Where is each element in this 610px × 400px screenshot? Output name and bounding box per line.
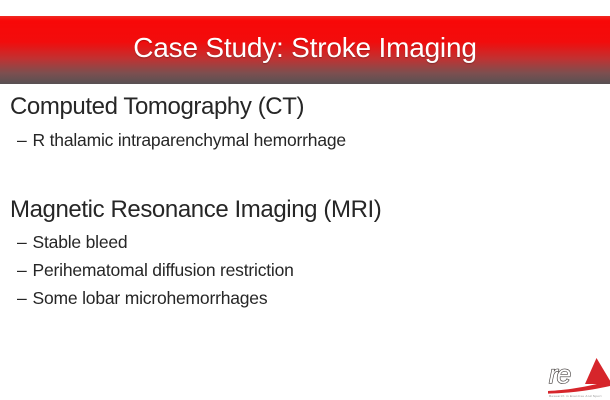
bullet-dash: – bbox=[17, 130, 27, 150]
logo-graphic bbox=[548, 355, 610, 399]
bullet-item bbox=[17, 128, 346, 152]
section-heading-mri: Magnetic Resonance Imaging (MRI) bbox=[10, 196, 382, 223]
bullet-item bbox=[17, 284, 294, 312]
section-heading-ct: Computed Tomography (CT) bbox=[10, 93, 305, 120]
bullet-text: Perihematomal diffusion restriction bbox=[32, 260, 294, 280]
bullet-dash: – bbox=[17, 232, 27, 252]
bullet-dash: – bbox=[17, 288, 27, 308]
logo-tagline: Research in Exercise And Sport bbox=[549, 394, 602, 398]
bullet-text: Some lobar microhemorrhages bbox=[32, 288, 268, 308]
logo bbox=[548, 355, 610, 399]
title-banner bbox=[0, 16, 610, 84]
bullet-text: R thalamic intraparenchymal hemorrhage bbox=[32, 130, 346, 150]
bullet-list-mri bbox=[17, 228, 294, 312]
bullet-item bbox=[17, 228, 294, 256]
logo-peak-shape bbox=[585, 358, 610, 384]
logo-wordmark: re bbox=[549, 359, 571, 389]
slide-title: Case Study: Stroke Imaging bbox=[133, 32, 477, 63]
bullet-dash: – bbox=[17, 260, 27, 280]
bullet-text: Stable bleed bbox=[32, 232, 128, 252]
bullet-list-ct bbox=[17, 128, 346, 152]
bullet-item bbox=[17, 256, 294, 284]
